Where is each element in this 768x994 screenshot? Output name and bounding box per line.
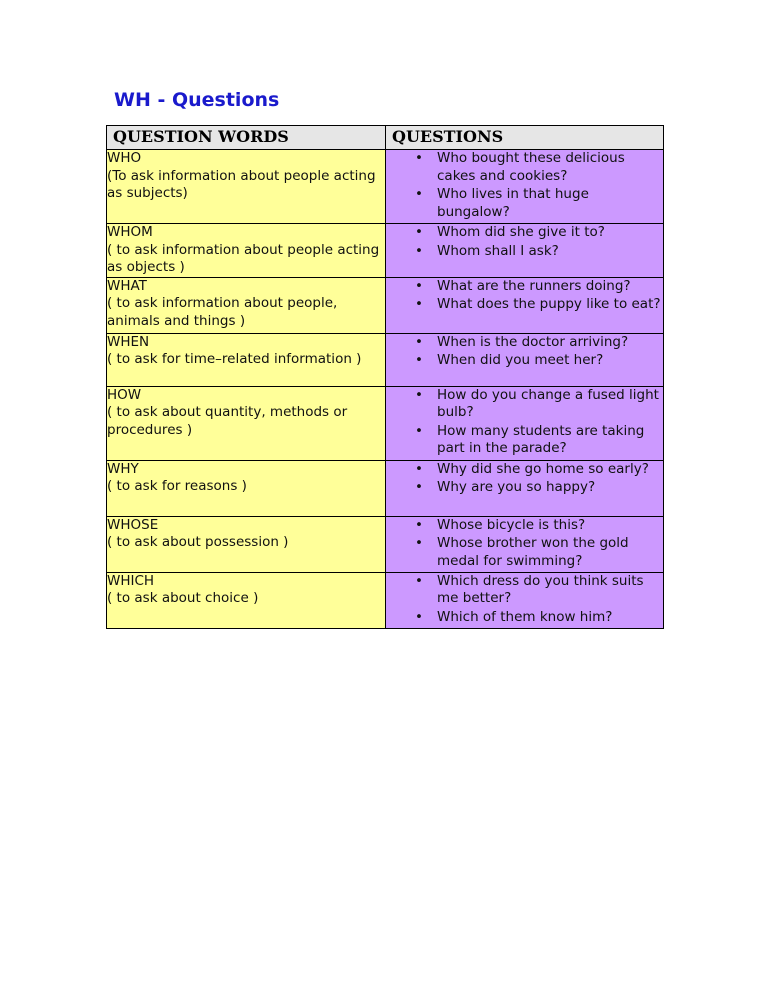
question-word: WHOM [107,224,153,240]
example-question-text: Who bought these delicious cakes and cookies? [437,150,625,184]
question-word: HOW [107,386,142,403]
example-question-text: Who lives in that huge bungalow? [437,186,589,220]
example-question-text: Which dress do you think suits me better? [437,572,644,606]
question-word: WHOSE [107,516,159,533]
example-question-text: Whom shall I ask? [437,242,559,259]
example-questions-list [386,461,663,497]
list-item [386,479,663,497]
bullet-icon: • [415,150,423,166]
page-title: WH - Questions [114,89,280,111]
list-item [386,296,663,314]
example-questions-cell [386,224,664,278]
bullet-icon: • [415,535,423,551]
example-questions-cell [386,460,664,516]
bullet-icon: • [415,608,423,625]
question-word-cell [107,333,386,386]
bullet-icon: • [415,422,423,439]
example-questions-list [386,573,663,627]
example-question-text: Whose brother won the gold medal for swimming? [437,535,629,569]
table-row [107,333,664,386]
bullet-icon: • [415,572,423,589]
bullet-icon: • [415,186,423,202]
example-questions-cell [386,277,664,333]
example-question-text: What are the runners doing? [437,277,631,294]
example-question-text: What does the puppy like to eat? [437,296,661,312]
bullet-icon: • [415,516,423,533]
list-item [386,573,663,608]
question-word-description: ( to ask about quantity, methods or procedures ) [107,404,348,438]
list-item [386,535,663,570]
list-item [386,243,663,261]
bullet-icon: • [415,386,423,403]
list-item [386,186,663,221]
question-word-cell [107,224,386,278]
question-word-description: ( to ask about choice ) [107,590,259,606]
list-item [386,334,663,352]
list-item [386,609,663,627]
example-question-text: How do you change a fused light bulb? [437,386,659,420]
example-questions-cell [386,333,664,386]
table-header-row [107,126,664,150]
table-row [107,460,664,516]
bullet-icon: • [415,460,423,477]
example-questions-list [386,278,663,314]
bullet-icon: • [415,352,423,368]
question-word-description: (To ask information about people acting as subjects) [107,167,376,201]
question-word: WHAT [107,277,147,294]
example-question-text: Whom did she give it to? [437,224,605,240]
question-word: WHEN [107,333,150,350]
list-item [386,461,663,479]
bullet-icon: • [415,296,423,312]
table-row [107,516,664,572]
question-word-cell [107,516,386,572]
list-item [386,423,663,458]
example-questions-list [386,387,663,458]
question-word-description: ( to ask for time–related information ) [107,351,362,367]
header-questions: QUESTIONS [386,126,664,150]
example-question-text: Whose bicycle is this? [437,516,586,533]
example-questions-list [386,334,663,370]
question-word-description: ( to ask information about people, animals and things ) [107,295,338,329]
bullet-icon: • [415,242,423,259]
question-word-cell [107,277,386,333]
list-item [386,517,663,535]
example-questions-cell [386,572,664,628]
example-questions-cell [386,516,664,572]
bullet-icon: • [415,479,423,495]
question-word-description: ( to ask about possession ) [107,534,289,550]
question-word-description: ( to ask for reasons ) [107,478,247,494]
example-question-text: When did you meet her? [437,352,604,368]
example-questions-list [386,517,663,571]
table-row [107,386,664,460]
question-word-cell [107,386,386,460]
question-word-cell [107,572,386,628]
table-row [107,224,664,278]
example-question-text: When is the doctor arriving? [437,333,629,350]
example-questions-cell [386,386,664,460]
example-question-text: Which of them know him? [437,608,613,625]
example-question-text: Why did she go home so early? [437,460,649,477]
table-body [107,150,664,629]
table-row [107,150,664,224]
question-word: WHO [107,150,142,166]
question-word: WHY [107,460,139,477]
question-word: WHICH [107,572,155,589]
example-questions-list [386,150,663,221]
question-word-cell [107,150,386,224]
example-question-text: Why are you so happy? [437,479,596,495]
list-item [386,387,663,422]
list-item [386,352,663,370]
question-word-description: ( to ask information about people acting as objects ) [107,241,380,275]
bullet-icon: • [415,277,423,294]
table-row [107,277,664,333]
example-questions-list [386,224,663,260]
example-question-text: How many students are taking part in the parade? [437,422,645,456]
bullet-icon: • [415,224,423,240]
header-question-words: QUESTION WORDS [107,126,386,150]
list-item [386,278,663,296]
wh-questions-table [106,125,664,629]
list-item [386,224,663,242]
list-item [386,150,663,185]
bullet-icon: • [415,333,423,350]
table-row [107,572,664,628]
question-word-cell [107,460,386,516]
example-questions-cell [386,150,664,224]
